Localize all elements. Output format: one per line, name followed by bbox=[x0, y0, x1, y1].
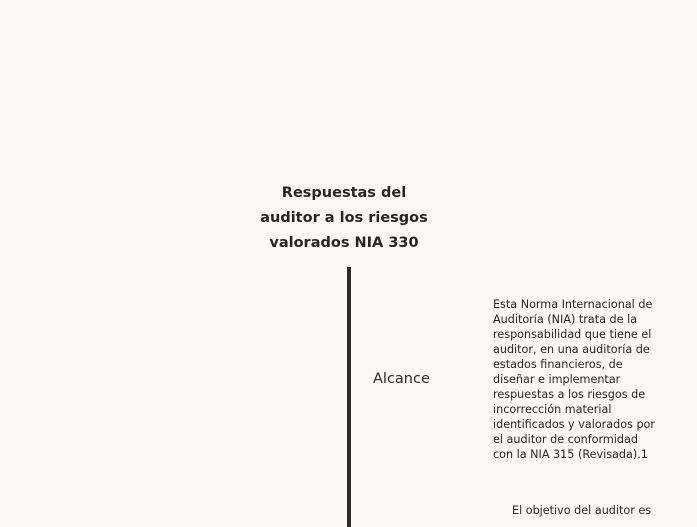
description-line: auditor, en una auditoría de bbox=[493, 343, 650, 356]
description-line: con la NIA 315 (Revisada).1 bbox=[493, 448, 648, 461]
description-line: responsabilidad que tiene el bbox=[493, 328, 652, 341]
description-line: El objetivo del auditor es bbox=[512, 504, 652, 517]
root-node-title bbox=[244, 181, 444, 256]
description-line: incorrección material bbox=[493, 403, 612, 416]
branch-description-objetivo bbox=[512, 503, 682, 518]
root-title-line: auditor a los riesgos bbox=[260, 210, 428, 226]
description-line: Auditoría (NIA) trata de la bbox=[493, 313, 638, 326]
description-line: estados financieros, de bbox=[493, 358, 623, 371]
root-title-line: valorados NIA 330 bbox=[269, 235, 419, 251]
description-line: diseñar e implementar bbox=[493, 373, 621, 386]
branch-description-alcance bbox=[493, 297, 673, 462]
description-line: respuestas a los riesgos de bbox=[493, 388, 646, 401]
description-line: identificados y valorados por bbox=[493, 418, 656, 431]
description-line: el auditor de conformidad bbox=[493, 433, 638, 446]
root-title-line: Respuestas del bbox=[281, 185, 407, 201]
description-line: Esta Norma Internacional de bbox=[493, 298, 653, 311]
branch-label-alcance: Alcance bbox=[373, 371, 430, 387]
tree-connector-line bbox=[347, 267, 351, 527]
